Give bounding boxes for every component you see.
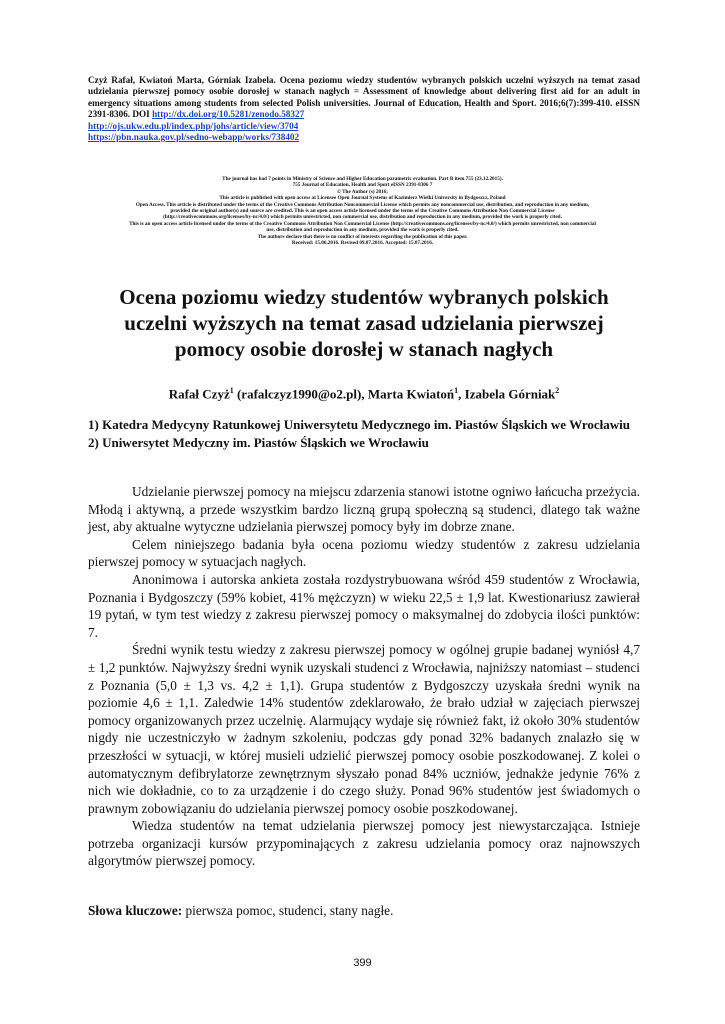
abstract-paragraph: Wiedza studentów na temat udzielania pierwszej pomocy jest niewystarczająca. Istnieje potrzeba organizacji kursów przypominających z zakresu udzielania pomocy oraz najnowszych algorytmów pierwszej pomocy.	[88, 818, 640, 869]
journal-info-line: (http://creativecommons.org/licenses/by-nc/4.0/) which permits unrestricted, non commercial use, distribution and reproduction in any medium, provided the work is properly cited.	[163, 214, 562, 221]
abstract-paragraph: Anonimowa i autorska ankieta została rozdystrybuowana wśród 459 studentów z Wrocławia, Poznania i Bydgoszczy (59% kobiet, 41% mężczyzn) w wieku 22,5 ± 1,9 lat. Kwestionariusz zawierał 19 pytań, w tym test wiedzy z zakresu pierwszej pomocy o maksymalnej do zdobycia ilości punktów: 7.	[88, 571, 640, 640]
author-email: (rafalczyz1990@o2.pl),	[233, 386, 368, 402]
journal-info	[60, 176, 665, 246]
affiliation-item: 1) Katedra Medycyny Ratunkowej Uniwersytetu Medycznego im. Piastów Śląskich we Wrocławiu	[88, 417, 630, 432]
keywords-value: pierwsza pomoc, studenci, stany nagłe.	[182, 903, 394, 918]
journal-info-line: The authors declare that there is no conflict of interests regarding the publication of this paper.	[257, 233, 468, 240]
journal-info-line: Received: 15.06.2016. Revised 09.07.2016. Accepted: 15.07.2016.	[291, 240, 434, 247]
affiliation-marker: 1	[229, 386, 234, 395]
journal-info-line: The journal has had 7 points in Ministry of Science and Higher Education parametric evaluation. Part B item 755 (23.12.2015).	[222, 176, 503, 182]
affiliations	[88, 416, 640, 451]
author-name: Izabela Górniak	[464, 386, 556, 402]
paper-title: Ocena poziomu wiedzy studentów wybranych polskich uczelni wyższych na temat zasad udzielania pierwszej pomocy osobie dorosłej w stanach nagłych	[119, 285, 609, 361]
journal-info-line: 755 Journal of Education, Health and Sport eISSN 2391-8306 7	[292, 182, 433, 189]
affiliation-marker: 1	[454, 386, 459, 395]
journal-info-line: use, distribution and reproduction in any medium, provided the work is properly cited.	[266, 227, 459, 234]
author-name: Marta Kwiatoń	[367, 386, 455, 402]
citation-block	[88, 75, 640, 143]
author-name: Rafał Czyż	[168, 386, 230, 402]
author-line	[88, 382, 640, 403]
abstract	[88, 483, 640, 870]
journal-info-line: © The Author (s) 2016;	[337, 188, 388, 195]
journal-info-line: Open Access. This article is distributed under the terms of the Creative Commons Attribution Noncommercial License which permits any noncommercial use, distribution, and reproduction in any medium,	[135, 201, 590, 208]
keywords-label: Słowa kluczowe:	[88, 903, 183, 918]
ojs-link[interactable]: http://ojs.ukw.edu.pl/index.php/johs/article/view/3704	[88, 120, 299, 131]
affiliation-item: 2) Uniwersytet Medyczny im. Piastów Śląskich we Wrocławiu	[88, 434, 429, 450]
pbn-link[interactable]: https://pbn.nauka.gov.pl/sedno-webapp/works/738402	[88, 132, 300, 143]
abstract-paragraph: Średni wynik testu wiedzy z zakresu pierwszej pomocy w ogólnej grupie badanej wyniósł 4,7 ± 1,2 punktów. Najwyższy średni wynik uzyskali studenci z Wrocławia, najniższy natomiast – studenci z Poznania (5,0 ± 1,3 vs. 4,2 ± 1,1). Grupa studentów z Bydgoszczy uzyskała średni wynik na poziomie 4,6 ± 1,1. Zaledwie 14% studentów zdeklarowało, że brało udział w zajęciach pierwszej pomocy organizowanych przez uczelnię. Alarmujący wydaje się również fakt, iż około 30% studentów nigdy nie uczestniczyło w żadnym szkoleniu, podczas gdy ponad 32% badanych znalazło się w przeszłości w sytuacji, w której musieli udzielić pierwszej pomocy osobie poszkodowanej. Z kolei o automatycznym defibrylatorze zewnętrznym słyszało ponad 84% uczniów, jednakże jedynie 76% z nich wie dokładnie, co to za urządzenie i do czego służy. Ponad 96% studentów jest świadomych o prawnym zobowiązaniu do udzielania pierwszej pomocy osobie poszkodowanej.	[88, 642, 640, 816]
affiliation-marker: 2	[555, 386, 560, 395]
author-separator: ,	[458, 386, 465, 402]
abstract-paragraph: Udzielanie pierwszej pomocy na miejscu zdarzenia stanowi istotne ogniwo łańcucha przeżycia. Młodą i aktywną, a przede wszystkim bardzo liczną grupą społeczną są studenci, dlatego tak ważne jest, aby aktualne wytyczne udzielania pierwszej pomocy były im dobrze znane.	[88, 484, 640, 535]
keywords	[88, 902, 640, 920]
journal-info-line: provided the original author(s) and source are credited. This is an open access article licensed under the terms of the Creative Commons Attribution Non Commercial License	[170, 208, 555, 215]
page-number: 399	[353, 957, 372, 969]
journal-info-line: This is an open access article licensed under the terms of the Creative Commons Attribution Non Commercial License (http://creativecommons.org/licenses/by-nc/4.0/) which permits unrestricted, non commercial	[129, 220, 596, 227]
abstract-paragraph: Celem niniejszego badania była ocena poziomu wiedzy studentów z zakresu udzielania pierwszej pomocy w sytuacjach nagłych.	[88, 536, 640, 570]
journal-info-line: This article is published with open access at Licensee Open Journal Systems of Kazimierz Wielki University in Bydgoszcz, Poland	[219, 195, 506, 202]
doi-link[interactable]: http://dx.doi.org/10.5281/zenodo.58327	[152, 109, 305, 120]
citation-text: Czyż Rafał, Kwiatoń Marta, Górniak Izabela. Ocena poziomu wiedzy studentów wybranych polskich uczelni wyższych na temat zasad udzielania pierwszej pomocy osobie dorosłej w stanach nagłych = Assessment of knowledge about delivering first aid for an adult in emergency situations among students from selected Polish universities. Journal of Education, Health and Sport. 2016;6(7):399-410. eISSN 2391-8306. DOI	[88, 75, 640, 120]
